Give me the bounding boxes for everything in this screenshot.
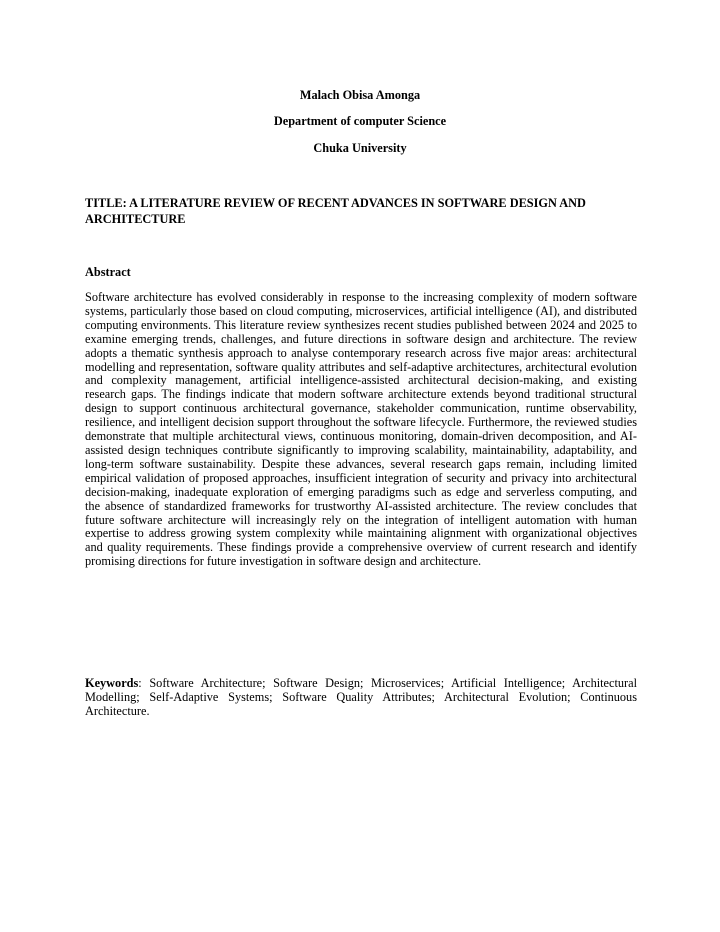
author-department: Department of computer Science	[273, 114, 447, 128]
paper-title: TITLE: A LITERATURE REVIEW OF RECENT ADVANCES IN SOFTWARE DESIGN AND ARCHITECTURE	[85, 196, 586, 226]
abstract-heading: Abstract	[85, 265, 131, 279]
keywords-separator: :	[138, 676, 150, 690]
abstract-body: Software architecture has evolved considerably in response to the increasing complexity of modern software systems, particularly those based on cloud computing, microservices, artificial intelligence (AI), and distributed computing environments. This literature review synthesizes recent studies published between 2024 and 2025 to examine emerging trends, challenges, and future directions in software design and architecture. The review adopts a thematic synthesis approach to analyse contemporary research across five major areas: architectural modelling and representation, software quality attributes and self-adaptive architectures, architectural evolution and complexity management, artificial intelligence-assisted architectural decision-making, and existing research gaps. The findings indicate that modern software architecture extends beyond traditional structural design to support continuous architectural governance, stakeholder communication, runtime observability, resilience, and intelligent decision support throughout the software lifecycle. Furthermore, the reviewed studies demonstrate that multiple architectural views, continuous monitoring, domain-driven decomposition, and AI-assisted design techniques contribute significantly to improving scalability, maintainability, adaptability, and long-term software sustainability. Despite these advances, several research gaps remain, including limited empirical validation of proposed approaches, insufficient integration of security and privacy into architectural decision-making, inadequate exploration of emerging paradigms such as edge and serverless computing, and the absence of standardized frameworks for trustworthy AI-assisted architecture. The review concludes that future software architecture will increasingly rely on the integration of intelligent automation with human expertise to address growing system complexity while maintaining alignment with organizational objectives and quality requirements. These findings provide a comprehensive overview of current research and identify promising directions for future investigation in software design and architecture.	[85, 290, 637, 569]
author-name: Malach Obisa Amonga	[299, 88, 421, 102]
keywords-label: Keywords	[85, 676, 139, 690]
keywords-paragraph	[85, 676, 637, 718]
keywords-text: Software Architecture; Software Design; Microservices; Artificial Intelligence; Architectural Modelling; Self-Adaptive Systems; Software Quality Attributes; Architectural Evolution; Continuous Architecture.	[85, 676, 638, 718]
author-university: Chuka University	[313, 141, 407, 155]
